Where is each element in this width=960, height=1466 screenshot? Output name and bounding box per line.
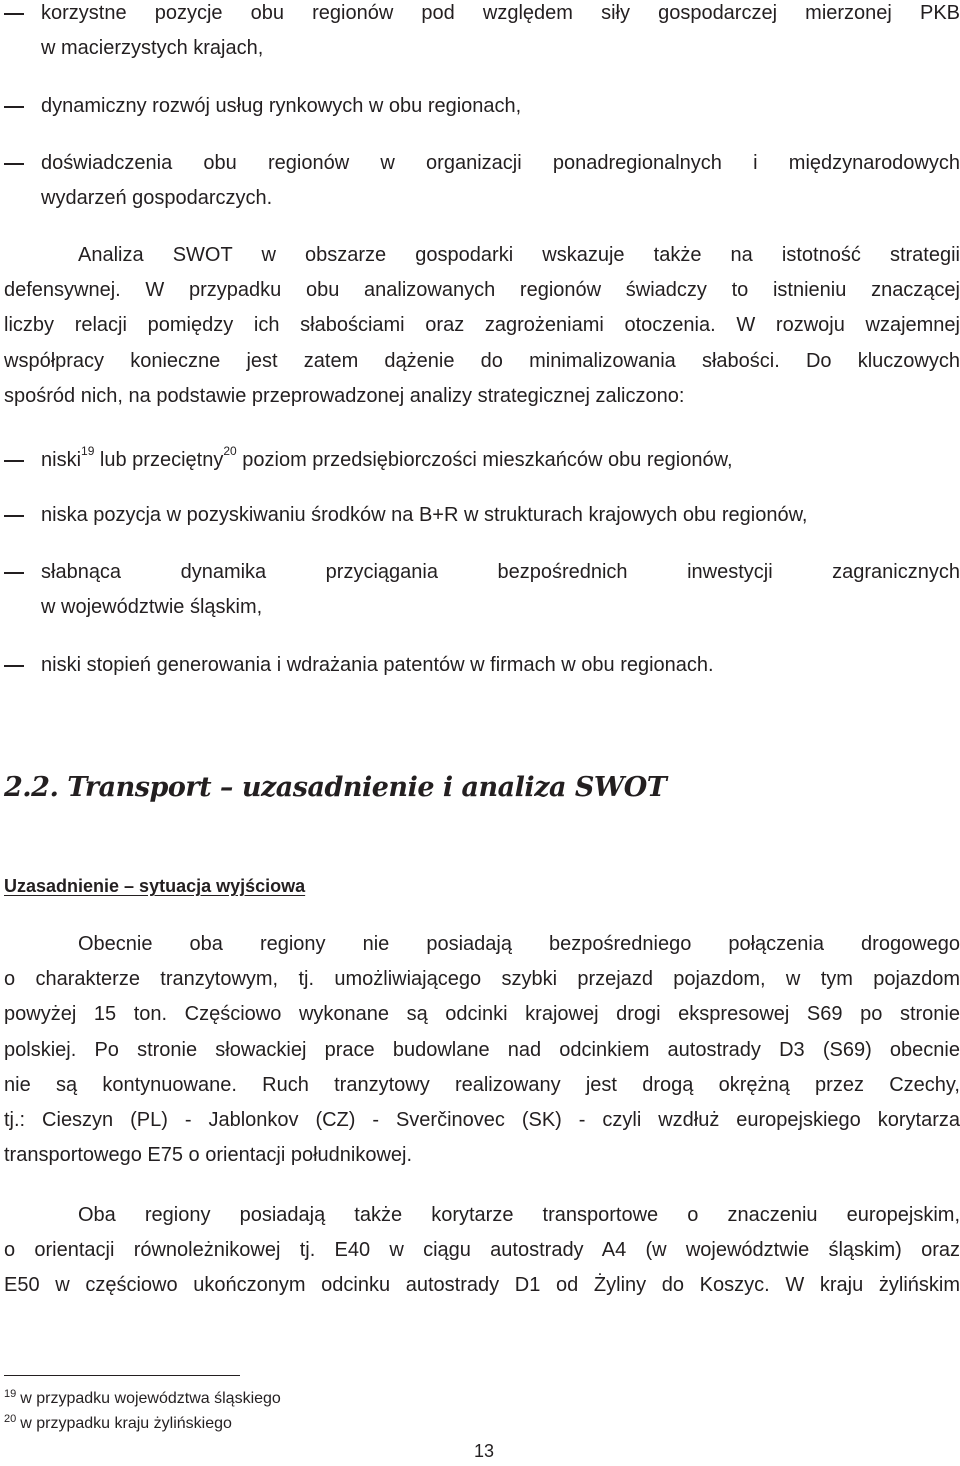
list-item-text: niska pozycja w pozyskiwaniu środków na B+R w strukturach krajowych obu regionów, bbox=[41, 504, 808, 526]
dash-bullet-icon bbox=[4, 515, 24, 517]
footnote-number: 19 bbox=[4, 1387, 17, 1400]
paragraph-line: Oba regiony posiadają także korytarze transportowe o znaczeniu europejskim, bbox=[78, 1204, 960, 1226]
list-item-text: lub przeciętny bbox=[94, 449, 224, 471]
paragraph-line: liczby relacji pomiędzy ich słabościami oraz zagrożeniami otoczenia. W rozwoju wzajemnej bbox=[4, 314, 960, 337]
transport-paragraph-1 bbox=[4, 927, 960, 1173]
section-heading: 2.2. Transport – uzasadnienie i analiza SWOT bbox=[4, 772, 667, 803]
paragraph-line: o orientacji równoleżnikowej tj. E40 w ciągu autostrady A4 (w województwie śląskim) oraz bbox=[4, 1239, 960, 1262]
paragraph-line: E50 w częściowo ukończonym odcinku autostrady D1 od Żyliny do Koszyc. W kraju żylińskim bbox=[4, 1274, 960, 1297]
dash-bullet-icon bbox=[4, 13, 24, 15]
footnote-text: w przypadku województwa śląskiego bbox=[20, 1390, 281, 1407]
page-number: 13 bbox=[473, 1441, 495, 1461]
footnote-ref: 20 bbox=[223, 444, 237, 459]
footnote-separator bbox=[4, 1375, 240, 1376]
list-item-line: korzystne pozycje obu regionów pod względem siły gospodarczej mierzonej PKB bbox=[41, 2, 960, 24]
dash-bullet-icon bbox=[4, 460, 24, 462]
paragraph-line: transportowego E75 o orientacji południkowej. bbox=[4, 1144, 413, 1167]
list-item-text: niski stopień generowania i wdrażania patentów w firmach w obu regionach. bbox=[41, 654, 714, 676]
paragraph-line: defensywnej. W przypadku obu analizowanych regionów świadczy to istnieniu znaczącej bbox=[4, 279, 960, 302]
footnote-text: w przypadku kraju żylińskiego bbox=[20, 1415, 232, 1432]
dash-bullet-icon bbox=[4, 163, 24, 165]
paragraph-line: Analiza SWOT w obszarze gospodarki wskazuje także na istotność strategii bbox=[78, 244, 960, 266]
list-item-text: poziom przedsiębiorczości mieszkańców obu regionów, bbox=[236, 449, 733, 471]
paragraph-line: polskiej. Po stronie słowackiej prace budowlane nad odcinkiem autostrady D3 (S69) obecnie bbox=[4, 1038, 960, 1061]
paragraph-line: tj.: Cieszyn (PL) - Jablonkov (CZ) - Sverčinovec (SK) - czyli wzdłuż europejskiego korytarza bbox=[4, 1109, 960, 1132]
subheading: Uzasadnienie – sytuacja wyjściowa bbox=[4, 876, 306, 896]
list-item-line: w macierzystych krajach, bbox=[41, 37, 264, 59]
footnote-number: 20 bbox=[4, 1412, 17, 1425]
paragraph-line: Obecnie oba regiony nie posiadają bezpośredniego połączenia drogowego bbox=[78, 933, 960, 955]
paragraph-line: współpracy konieczne jest zatem dążenie do minimalizowania słabości. Do kluczowych bbox=[4, 349, 960, 372]
list-item-text: niski bbox=[41, 449, 82, 471]
list-item-line: dynamiczny rozwój usług rynkowych w obu regionach, bbox=[41, 95, 522, 117]
list-item-line: doświadczenia obu regionów w organizacji ponadregionalnych i międzynarodowych bbox=[41, 152, 960, 174]
dash-bullet-icon bbox=[4, 665, 24, 667]
paragraph-line: o charakterze tranzytowym, tj. umożliwiającego szybki przejazd pojazdom, w tym pojazdom bbox=[4, 968, 960, 991]
footnote-ref: 19 bbox=[81, 444, 95, 459]
paragraph-line: powyżej 15 ton. Częściowo wykonane są odcinki krajowej drogi ekspresowej S69 po stronie bbox=[4, 1003, 960, 1026]
list-item-line: wydarzeń gospodarczych. bbox=[41, 187, 273, 209]
list-item-line: słabnąca dynamika przyciągania bezpośrednich inwestycji zagranicznych bbox=[41, 561, 960, 583]
swot-paragraph bbox=[4, 238, 960, 414]
dash-bullet-icon bbox=[4, 572, 24, 574]
paragraph-line: nie są kontynuowane. Ruch tranzytowy realizowany jest drogą okrężną przez Czechy, bbox=[4, 1073, 960, 1096]
footnote bbox=[4, 1414, 232, 1434]
paragraph-line: spośród nich, na podstawie przeprowadzonej analizy strategicznej zaliczono: bbox=[4, 384, 685, 407]
list-item-line: w województwie śląskim, bbox=[41, 596, 263, 618]
footnote bbox=[4, 1389, 281, 1409]
transport-paragraph-2 bbox=[4, 1198, 960, 1304]
dash-bullet-icon bbox=[4, 106, 24, 108]
